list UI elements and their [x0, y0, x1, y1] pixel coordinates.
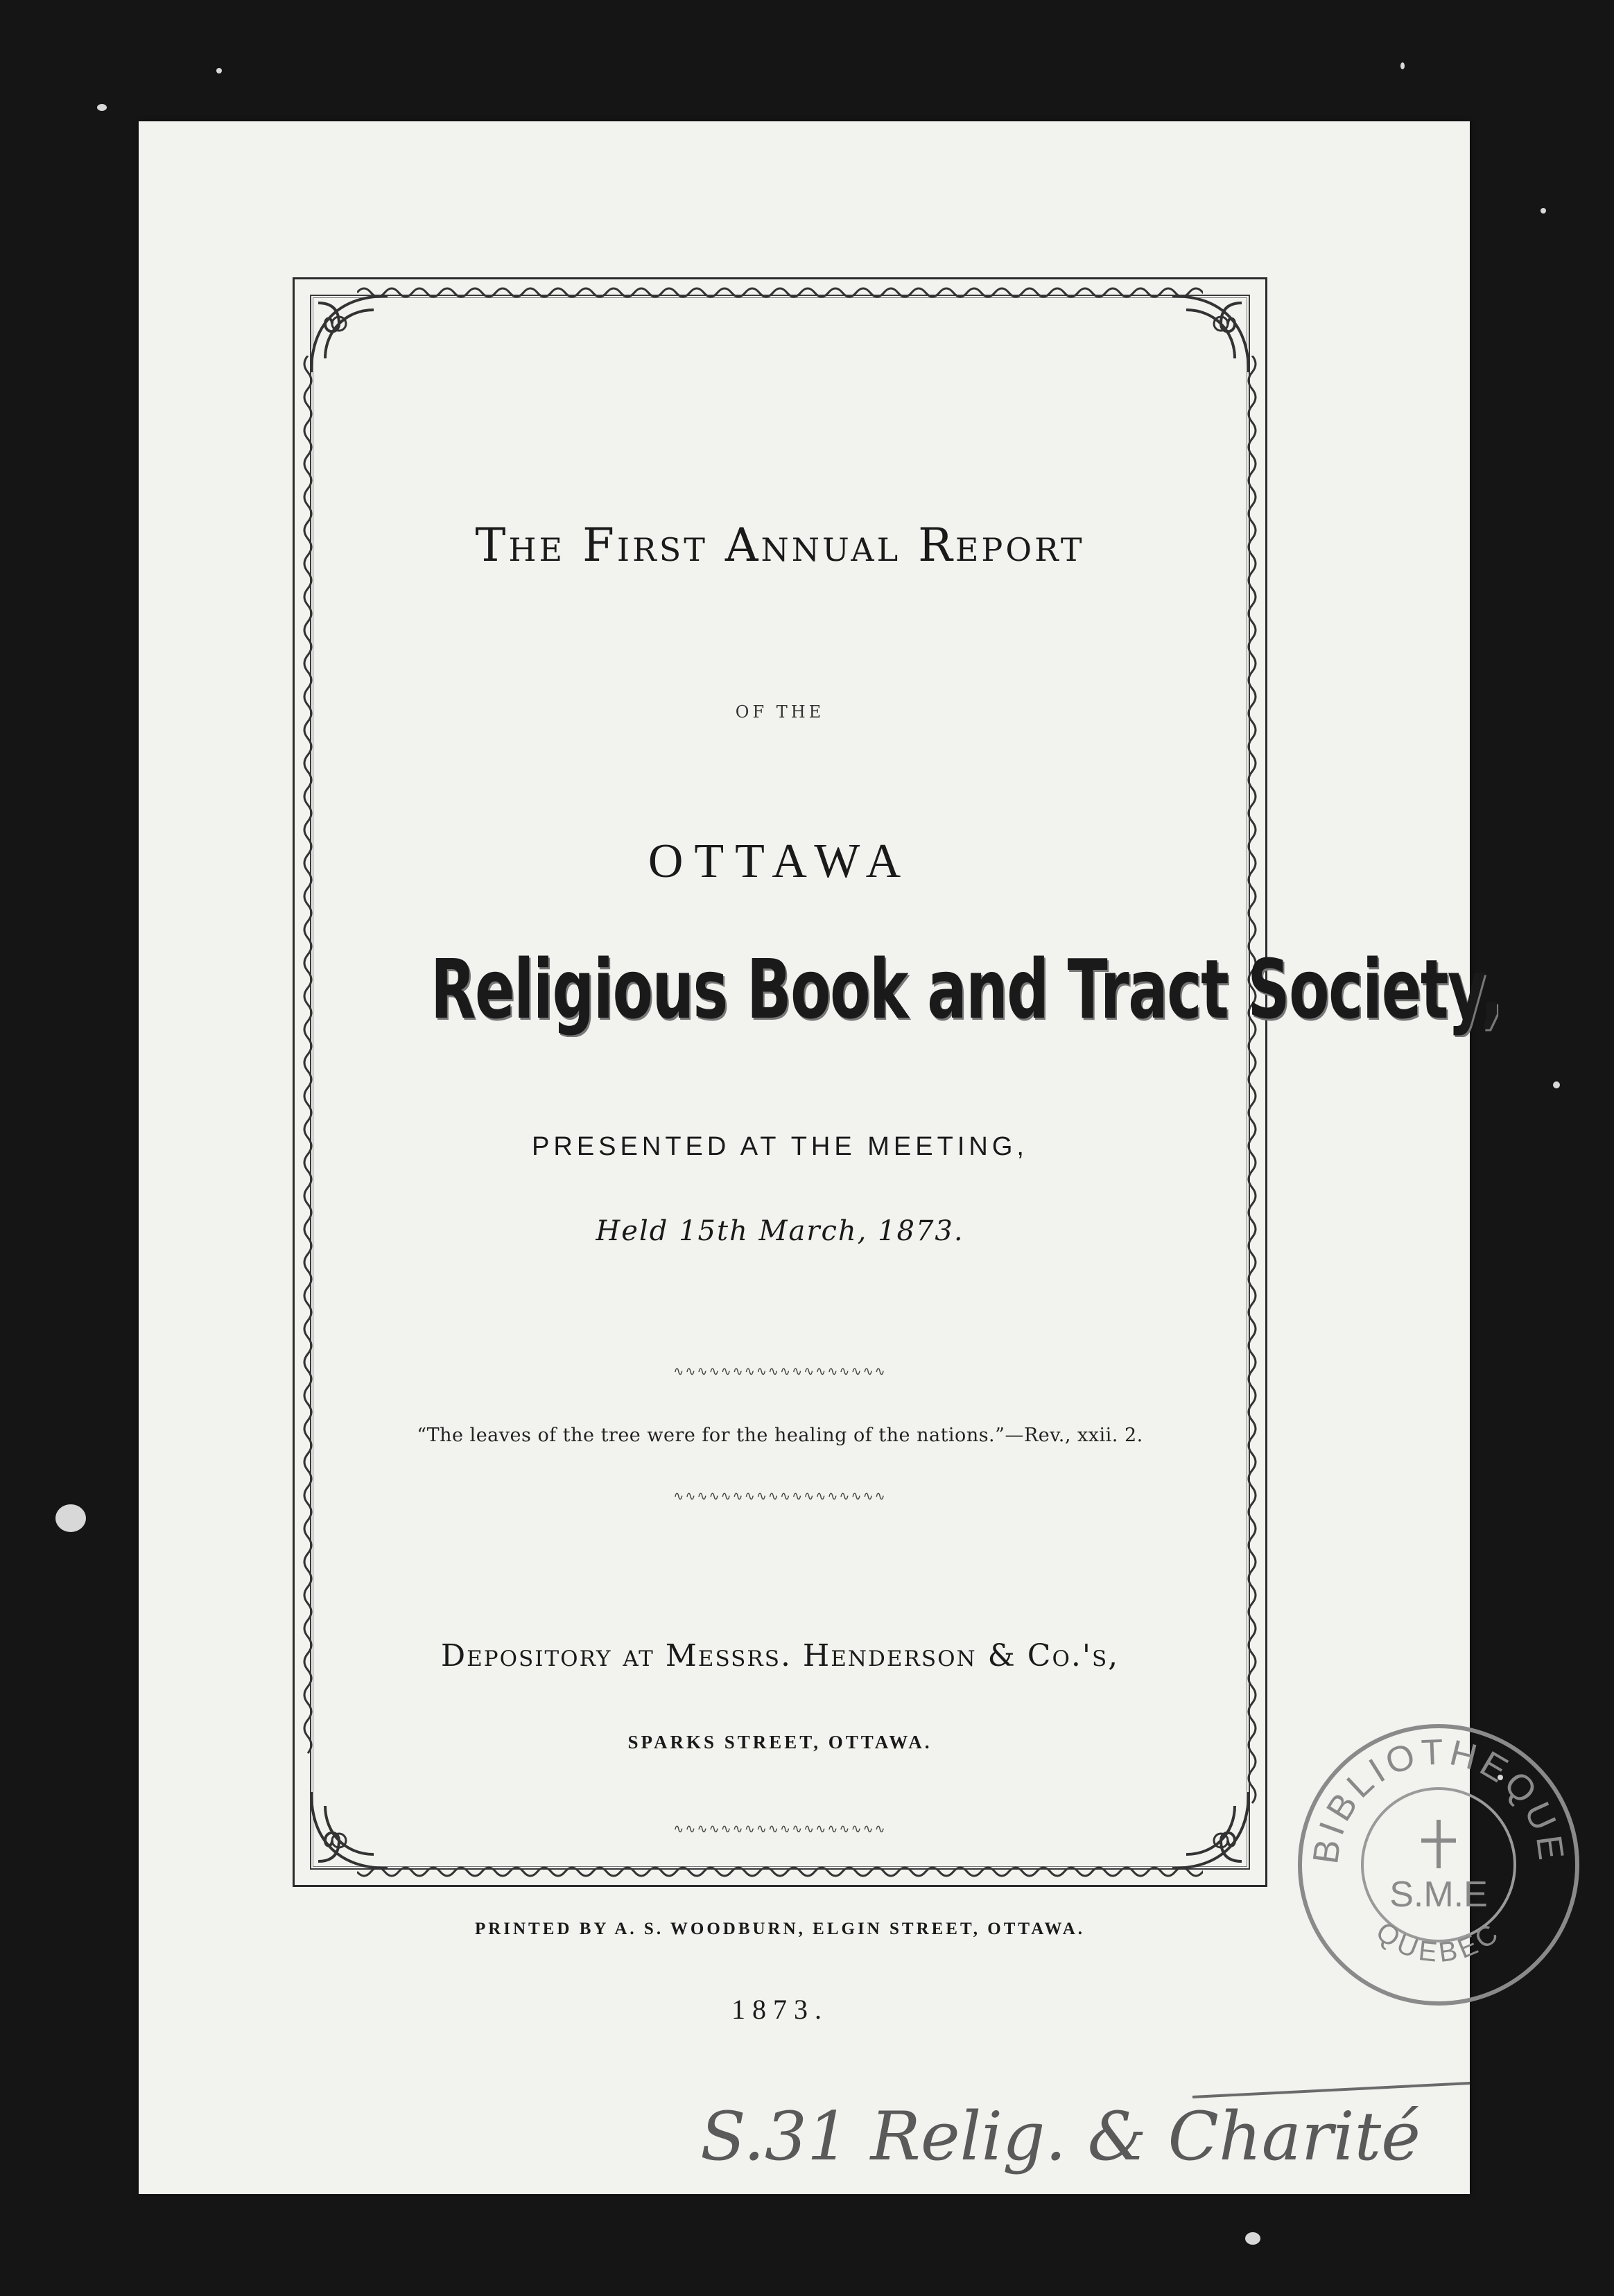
society-name: Religious Book and Tract Society, — [431, 941, 1502, 1037]
report-title: The First Annual Report — [475, 519, 1085, 572]
handwritten-shelfmark — [693, 2055, 1525, 2222]
cross-icon — [1421, 1820, 1456, 1868]
publication-year: 1873. — [731, 1994, 828, 2025]
stamp-center-text: S.M.E — [1389, 1875, 1488, 1915]
ornament-rule-2: ∿∿∿∿∿∿∿∿∿∿∿∿∿∿∿∿∿∿ — [673, 1489, 887, 1504]
library-stamp — [1290, 1716, 1588, 2014]
svg-text:QUEBEC — [1370, 1916, 1507, 1968]
printer-line: PRINTED BY A. S. WOODBURN, ELGIN STREET, OTTAWA. — [474, 1920, 1086, 1938]
ornament-rule-3: ∿∿∿∿∿∿∿∿∿∿∿∿∿∿∿∿∿∿ — [673, 1822, 887, 1836]
presented-line: PRESENTED AT THE MEETING, — [532, 1132, 1028, 1161]
document-page — [139, 121, 1572, 2194]
stamp-bottom-text: QUEBEC — [1370, 1915, 1507, 1969]
of-the-line: OF THE — [735, 702, 825, 722]
scripture-quote: “The leaves of the tree were for the healing of the nations.”—Rev., xxii. 2. — [417, 1425, 1143, 1446]
ornament-rule-1: ∿∿∿∿∿∿∿∿∿∿∿∿∿∿∿∿∿∿ — [673, 1364, 887, 1379]
meeting-date: Held 15th March, 1873. — [596, 1215, 964, 1247]
depository-line: Depository at Messrs. Henderson & Co.'s, — [440, 1638, 1120, 1673]
city-name: OTTAWA — [648, 835, 912, 888]
stamp-top-text: BIBLIOTHEQUE — [1305, 1732, 1572, 1867]
handwritten-note: S.31 Relig. & Charité — [700, 2098, 1421, 2175]
depository-address: SPARKS STREET, OTTAWA. — [627, 1732, 932, 1753]
